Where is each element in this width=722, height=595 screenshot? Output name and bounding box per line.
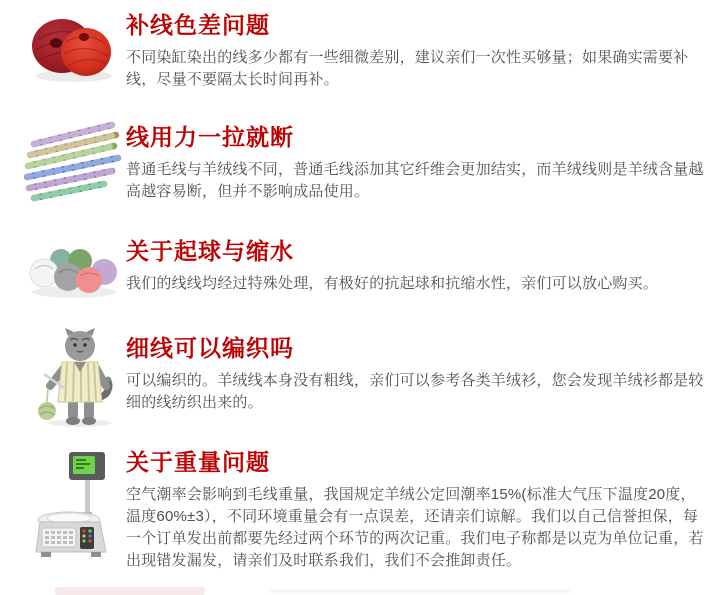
red-yarn-cakes-icon	[30, 12, 116, 89]
section-title: 补线色差问题	[126, 12, 270, 38]
section-body: 普通毛线与羊绒线不同，普通毛线添加其它纤维会更加结实，而羊绒线则是羊绒含量越高越容易断，但并不影响成品使用。	[126, 161, 704, 200]
section-title: 细线可以编织吗	[126, 335, 294, 361]
knitting-cat-icon	[34, 328, 120, 433]
section-body: 空气潮率会影响到毛线重量，我国规定羊绒公定回潮率15%(标准大气压下温度20度，温度60%±3），不同环境重量会有一点误差，还请亲们谅解。我们以自己信誉担保，每一个订单发出前都要先经过两个环节的两次记重。我们电子称都是以克为单位记重，若出现错发漏发，请亲们及时联系我们，我们不会推卸责任。	[126, 486, 704, 569]
cutoff-next-section-remnant	[55, 587, 205, 595]
section-title: 线用力一拉就断	[126, 124, 294, 150]
colorful-yarn-strands-icon	[24, 118, 122, 209]
section-title: 关于重量问题	[126, 449, 270, 475]
section-body: 我们的线线均经过特殊处理，有极好的抗起球和抗缩水性，亲们可以放心购买。	[126, 275, 659, 292]
section-body: 可以编织的。羊绒线本身没有粗线，亲们可以参考各类羊绒衫，您会发现羊绒衫都是较细的线纺织出来的。	[126, 372, 704, 411]
pastel-yarn-balls-icon	[27, 242, 121, 305]
cutoff-next-section-text-ghost	[270, 589, 570, 594]
electronic-scale-icon	[33, 450, 115, 571]
section-body: 不同染缸染出的线多少都有一些细微差别，建议亲们一次性买够量；如果确实需要补线，尽量不要隔太长时间再补。	[126, 49, 689, 88]
section-title: 关于起球与缩水	[126, 238, 294, 264]
